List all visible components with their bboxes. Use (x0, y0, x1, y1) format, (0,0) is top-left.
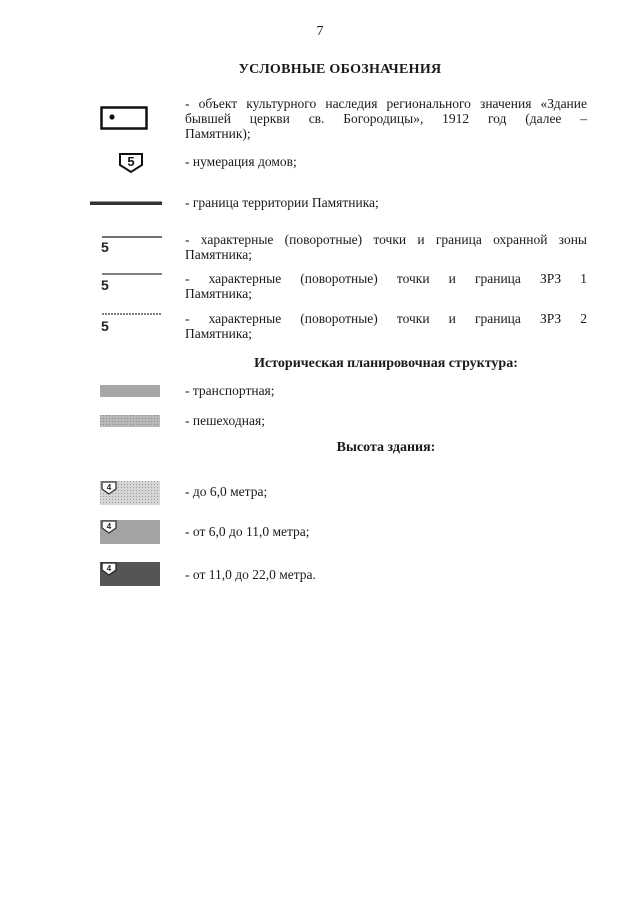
protection-zone-point-label: 5 (101, 239, 109, 254)
page-number: 7 (316, 24, 324, 39)
legend-title: УСЛОВНЫЕ ОБОЗНАЧЕНИЯ (238, 62, 442, 77)
territory-boundary-icon (90, 201, 162, 207)
zrz2-boundary-icon (100, 311, 162, 335)
protection-zone-icon (100, 232, 162, 254)
legend-item-transport-text: - транспортная; (185, 383, 275, 398)
height-floor-label: 4 (106, 564, 112, 573)
legend-item-territory-boundary-text: - граница территории Памятника; (185, 195, 379, 210)
planning-structure-heading: Историческая планировочная структура: (254, 356, 518, 371)
monument-object-icon (100, 106, 148, 130)
legend-item-protection-zone-text: - характерные (поворотные) точки и граница охранной зоны Памятника; (185, 232, 587, 262)
legend-item-height-11-22-text: - от 11,0 до 22,0 метра. (185, 567, 316, 582)
height-6-to-11m-icon (100, 520, 160, 544)
height-up-to-6m-icon (100, 481, 160, 505)
house-number-label: 5 (127, 154, 135, 169)
legend-item-zrz1-text: - характерные (поворотные) точки и граница ЗРЗ 1 Памятника; (185, 271, 587, 301)
building-height-heading: Высота здания: (336, 440, 436, 455)
legend-item-house-number-text: - нумерация домов; (185, 154, 297, 169)
height-floor-label: 4 (106, 483, 112, 492)
legend-item-height-up-to-6-text: - до 6,0 метра; (185, 484, 268, 499)
pedestrian-structure-icon (100, 415, 160, 427)
zrz1-point-label: 5 (101, 277, 109, 293)
house-number-icon (118, 152, 144, 174)
zrz2-point-label: 5 (101, 318, 109, 334)
legend-item-monument-text: - объект культурного наследия регионального значения «Здание бывшей церкви св. Богородицы», 1912 год (далее – Памятник); (185, 96, 587, 141)
height-floor-label: 4 (106, 522, 112, 531)
legend-item-height-6-11-text: - от 6,0 до 11,0 метра; (185, 524, 310, 539)
height-11-to-22m-icon (100, 562, 160, 586)
legend-item-pedestrian-text: - пешеходная; (185, 413, 265, 428)
zrz1-boundary-icon (100, 271, 162, 293)
legend-item-zrz2-text: - характерные (поворотные) точки и граница ЗРЗ 2 Памятника; (185, 311, 587, 341)
transport-structure-icon (100, 385, 160, 397)
